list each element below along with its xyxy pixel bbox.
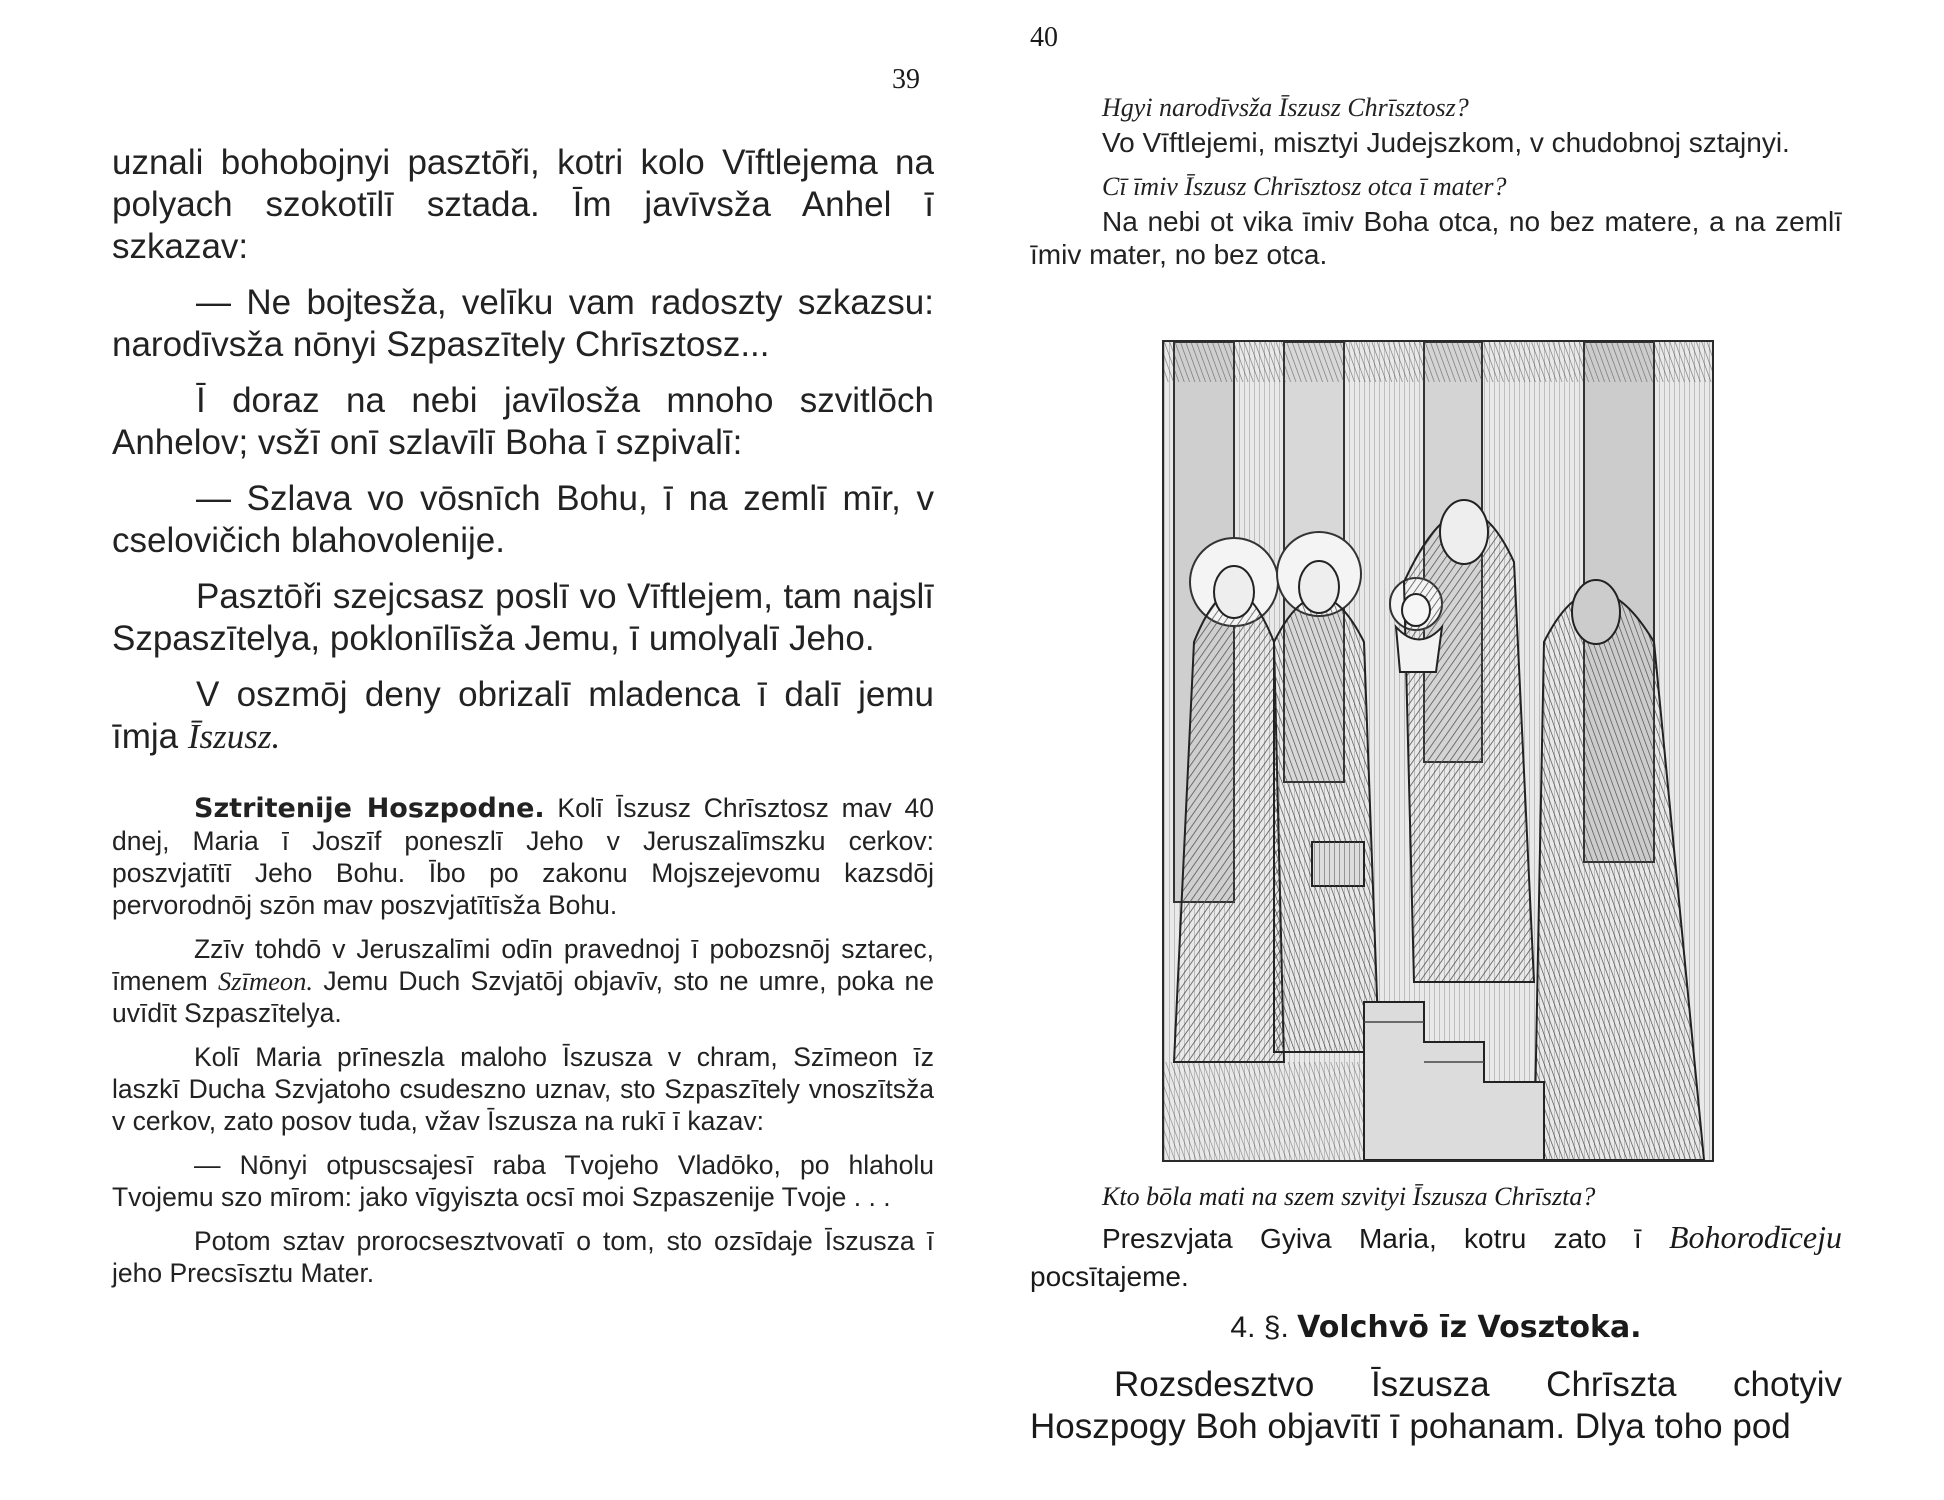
paragraph: uznali bohobojnyi pasztōři, kotri kolo Vīftlejema na polyach szokotīlī sztada. Īm javīvsža Anhel ī szkazav: [112, 143, 934, 266]
paragraph [112, 933, 934, 1029]
section-number: 4. §. [1230, 1311, 1289, 1344]
emphasized-term: Bohorodīceju [1669, 1219, 1842, 1255]
paragraph: — Ne bojtesža, velīku vam radoszty szkazsu: narodīvsža nōnyi Szpaszītely Chrīsztosz... [112, 283, 934, 364]
paragraph: Ī doraz na nebi javīlosža mnoho szvitlōch Anhelov; vsžī onī szlavīlī Boha ī szpivalī: [112, 381, 934, 462]
emphasized-name: Īszusz. [187, 717, 281, 756]
paragraph-text: Kolī Īszusz Chrīsztosz mav 40 dnej, Maria ī Joszīf poneszlī Jeho v Jeruszalīmszku cerkov: poszvjatītī Jeho Bohu. Ībo po zakonu Mojszejevomu kazsdōj pervorodnōj szōn mav poszvjatītīsža Bohu. [112, 793, 934, 920]
answer-end: pocsītajeme. [1030, 1261, 1189, 1292]
left-page-column [112, 142, 934, 1301]
paragraph: Kolī Maria prīneszla maloho Īszusza v chram, Szīmeon īz laszkī Ducha Szvjatoho csudeszno uznav, sto Szpaszītely vnoszītsža v cerkov, zato posov tuda, vžav Īszusza na rukī ī kazav: [112, 1042, 934, 1136]
closing-paragraph: Rozsdesztvo Īszusza Chrīszta chotyiv Hoszpogy Boh objavītī ī pohanam. Dlya toho pod [1030, 1365, 1842, 1446]
small-text-block [112, 792, 934, 1289]
page-number-right: 40 [1030, 22, 1058, 53]
paragraph-text: Jemu Duch Szvjatōj objavīv, sto ne umre, poka ne uvīdīt Szpaszītelya. [112, 966, 935, 1028]
paragraph-text: V oszmōj deny obrizalī mladenca ī dalī jemu īmja [112, 675, 934, 756]
answer-text: Preszvjata Gyiva Maria, kotru zato ī [1102, 1223, 1642, 1254]
section-title: Volchvō īz Vosztoka. [1297, 1310, 1642, 1345]
paragraph-text: Zzīv tohdō v Jeruszalīmi odīn pravednoj ī pobozsnōj sztarec, īmenem [112, 934, 934, 996]
engraving-drawing [1164, 342, 1712, 1160]
paragraph [112, 674, 934, 758]
paragraph: Potom sztav prorocsesztvovatī o tom, sto ozsīdaje Īszusza ī jeho Precsīsztu Mater. [112, 1226, 934, 1288]
section-heading-4 [1030, 1310, 1842, 1345]
right-page-qa [1030, 92, 1842, 283]
answer: Na nebi ot vika īmiv Boha otca, no bez matere, a na zemlī īmiv mater, no bez otca. [1030, 206, 1842, 270]
large-text-block [112, 142, 934, 758]
illustration-caption-question: Kto bōla mati na szem szvityi Īszusza Chrīszta? [1102, 1182, 1596, 1211]
presentation-engraving-illustration [1162, 340, 1714, 1162]
illustration-caption-answer [1030, 1218, 1842, 1296]
question: Hgyi narodīvsža Īszusz Chrīsztosz? [1102, 93, 1469, 122]
paragraph: — Nōnyi otpuscsajesī raba Tvojeho Vladōko, po hlaholu Tvojemu szo mīrom: jako vīgyiszta ocsī moi Szpaszenije Tvoje . . . [112, 1150, 934, 1212]
paragraph: — Szlava vo vōsnīch Bohu, ī na zemlī mīr, v cselovičich blahovolenije. [112, 479, 934, 560]
section-paragraph [112, 792, 934, 921]
page-number-left: 39 [892, 64, 920, 95]
question: Cī īmiv Īszusz Chrīsztosz otca ī mater? [1102, 172, 1507, 201]
paragraph: Pasztōři szejcsasz poslī vo Vīftlejem, tam najslī Szpaszītelya, poklonīlīsža Jemu, ī umolyalī Jeho. [112, 577, 934, 658]
answer: Vo Vīftlejemi, misztyi Judejszkom, v chudobnoj sztajnyi. [1102, 127, 1790, 158]
emphasized-name: Szīmeon. [218, 966, 313, 996]
section-heading: Sztritenije Hoszpodne. [194, 793, 545, 824]
